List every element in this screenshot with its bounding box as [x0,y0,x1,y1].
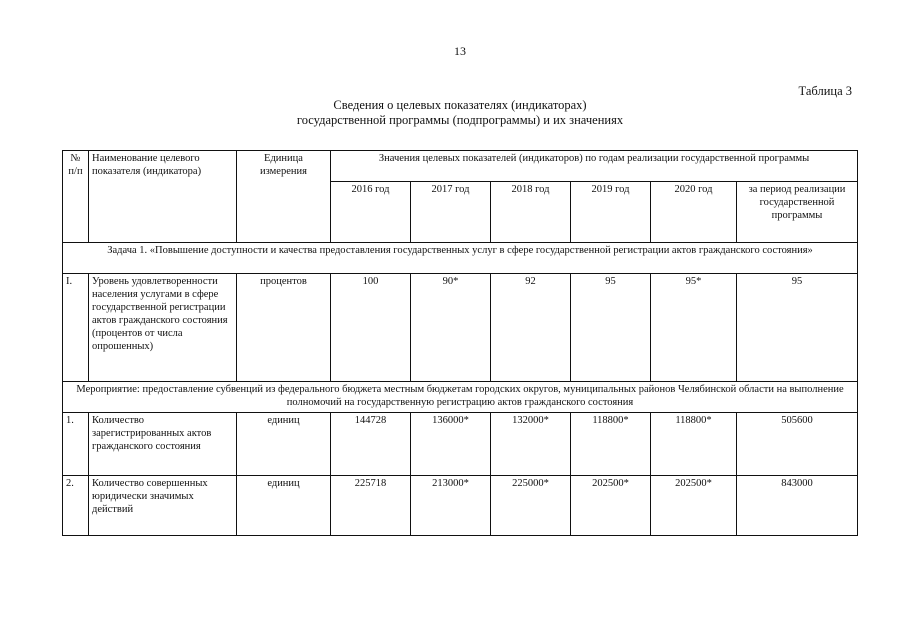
header-year-2019: 2019 год [571,182,651,243]
header-period-total: за период реализации государственной программы [737,182,858,243]
task-description: Задача 1. «Повышение доступности и качества предоставления государственных услуг в сфере государственной регистрации актов гражданского состояния» [63,243,858,274]
row-value-2017: 136000* [411,413,491,476]
row-num: 2. [63,476,89,536]
row-value-2020: 202500* [651,476,737,536]
table-title [200,98,720,128]
row-value-period: 95 [737,274,858,382]
table-label: Таблица 3 [798,84,852,98]
row-unit: единиц [237,476,331,536]
page-number: 13 [454,44,466,58]
row-value-2019: 202500* [571,476,651,536]
header-year-2020: 2020 год [651,182,737,243]
header-name: Наименование целевого показателя (индикатора) [89,151,237,243]
row-value-2019: 118800* [571,413,651,476]
table-title-line-2: государственной программы (подпрограммы) и их значениях [296,113,624,127]
row-value-2018: 92 [491,274,571,382]
table-row [63,476,858,536]
row-indicator-name: Количество зарегистрированных актов гражданского состояния [89,413,237,476]
header-year-2018: 2018 год [491,182,571,243]
header-year-2016: 2016 год [331,182,411,243]
row-value-2017: 90* [411,274,491,382]
header-num: № п/п [63,151,89,243]
row-value-2020: 118800* [651,413,737,476]
row-value-2016: 100 [331,274,411,382]
row-unit: процентов [237,274,331,382]
row-value-period: 843000 [737,476,858,536]
row-value-period: 505600 [737,413,858,476]
row-indicator-name: Уровень удовлетворенности населения услугами в сфере государственной регистрации актов гражданского состояния (процентов от числа опрошенных) [89,274,237,382]
row-value-2016: 225718 [331,476,411,536]
row-num: I. [63,274,89,382]
row-value-2017: 213000* [411,476,491,536]
table-row [63,274,858,382]
table-title-line-1: Сведения о целевых показателях (индикаторах) [333,98,587,112]
row-value-2018: 132000* [491,413,571,476]
row-value-2018: 225000* [491,476,571,536]
header-year-2017: 2017 год [411,182,491,243]
header-values-group: Значения целевых показателей (индикаторов) по годам реализации государственной программы [331,151,858,182]
row-value-2020: 95* [651,274,737,382]
row-indicator-name: Количество совершенных юридически значимых действий [89,476,237,536]
header-unit: Единица измерения [237,151,331,243]
row-value-2016: 144728 [331,413,411,476]
row-num: 1. [63,413,89,476]
indicators-table [62,150,858,536]
header-row-1 [63,151,858,182]
row-unit: единиц [237,413,331,476]
task-row [63,243,858,274]
event-row [63,382,858,413]
event-description: Мероприятие: предоставление субвенций из федерального бюджета местным бюджетам городских округов, муниципальных районов Челябинской области на выполнение полномочий на государственную регистрацию актов гражданского состояния [63,382,858,413]
row-value-2019: 95 [571,274,651,382]
table-row [63,413,858,476]
